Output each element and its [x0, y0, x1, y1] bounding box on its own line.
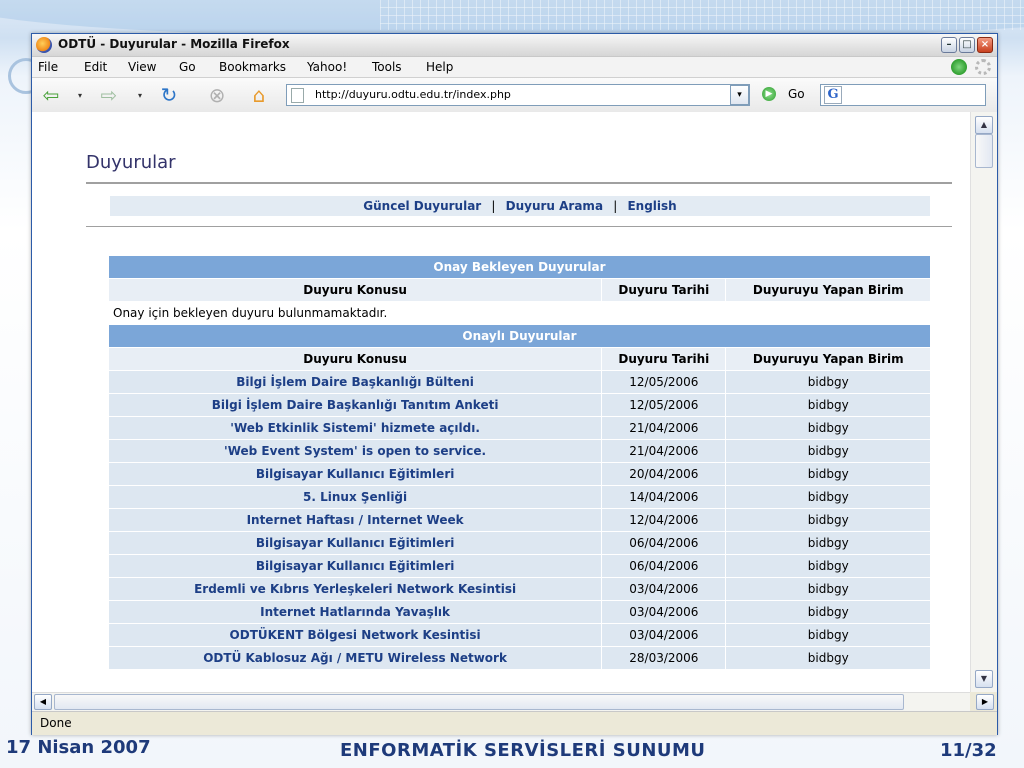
vertical-scrollbar[interactable]	[970, 112, 997, 692]
announcement-unit: bidbgy	[726, 555, 931, 578]
table-row	[109, 624, 931, 647]
announcement-topic-link[interactable]: ODTÜKENT Bölgesi Network Kesintisi	[109, 624, 602, 647]
back-dropdown-icon[interactable]: ▾	[78, 91, 83, 100]
table-row	[109, 647, 931, 670]
announcement-topic-link[interactable]: Bilgisayar Kullanıcı Eğitimleri	[109, 463, 602, 486]
scroll-thumb[interactable]	[975, 134, 993, 168]
announcement-topic-link[interactable]: ODTÜ Kablosuz Ağı / METU Wireless Network	[109, 647, 602, 670]
announcement-date: 03/04/2006	[602, 578, 726, 601]
slide-date: 17 Nisan 2007	[6, 737, 151, 758]
announcement-topic-link[interactable]: 'Web Etkinlik Sistemi' hizmete açıldı.	[109, 417, 602, 440]
announcement-date: 14/04/2006	[602, 486, 726, 509]
menu-bar	[32, 57, 997, 78]
pending-section-title: Onay Bekleyen Duyurular	[109, 256, 931, 279]
table-row	[109, 463, 931, 486]
announcement-date: 21/04/2006	[602, 417, 726, 440]
table-row	[109, 509, 931, 532]
table-row	[109, 371, 931, 394]
scroll-right-icon[interactable]: ▶	[976, 694, 994, 710]
announcement-topic-link[interactable]: Erdemli ve Kıbrıs Yerleşkeleri Network Kesintisi	[109, 578, 602, 601]
page-title: Duyurular	[86, 152, 176, 173]
announcement-date: 06/04/2006	[602, 555, 726, 578]
menu-help[interactable]: Help	[426, 60, 454, 74]
navigation-toolbar	[32, 78, 997, 113]
forward-dropdown-icon[interactable]: ▾	[138, 91, 143, 100]
column-header-date: Duyuru Tarihi	[602, 279, 726, 302]
announcement-unit: bidbgy	[726, 578, 931, 601]
announcement-topic-link[interactable]: 'Web Event System' is open to service.	[109, 440, 602, 463]
reload-icon[interactable]: ↻	[160, 83, 178, 107]
close-button[interactable]: ×	[977, 37, 993, 53]
firefox-icon	[36, 37, 52, 53]
nav-separator: |	[613, 199, 618, 213]
announcement-date: 06/04/2006	[602, 532, 726, 555]
search-box[interactable]	[820, 84, 986, 106]
slide-page-number: 11/32	[940, 740, 997, 761]
table-row	[109, 555, 931, 578]
link-current-announcements[interactable]: Güncel Duyurular	[363, 199, 482, 213]
title-bar	[32, 34, 997, 57]
page-icon	[291, 88, 304, 103]
announcement-unit: bidbgy	[726, 509, 931, 532]
announcement-unit: bidbgy	[726, 371, 931, 394]
go-button[interactable]: Go	[788, 87, 805, 101]
go-arrow-icon[interactable]: ▶	[762, 87, 776, 101]
column-header-unit: Duyuruyu Yapan Birim	[726, 279, 931, 302]
announcement-topic-link[interactable]: Bilgi İşlem Daire Başkanlığı Tanıtım Anketi	[109, 394, 602, 417]
menu-bookmarks[interactable]: Bookmarks	[219, 60, 287, 74]
link-announcement-search[interactable]: Duyuru Arama	[505, 199, 604, 213]
update-icon[interactable]	[951, 59, 967, 75]
window-title: ODTÜ - Duyurular - Mozilla Firefox	[58, 37, 290, 51]
divider	[86, 182, 952, 184]
announcement-date: 28/03/2006	[602, 647, 726, 670]
google-search-icon[interactable]: G	[824, 86, 842, 104]
table-row	[109, 532, 931, 555]
announcement-unit: bidbgy	[726, 624, 931, 647]
announcement-date: 03/04/2006	[602, 601, 726, 624]
menu-file[interactable]: File	[38, 60, 59, 74]
announcement-unit: bidbgy	[726, 486, 931, 509]
stop-icon[interactable]: ⊗	[208, 83, 226, 107]
address-bar[interactable]	[286, 84, 750, 106]
table-row	[109, 394, 931, 417]
status-bar	[32, 711, 997, 735]
announcement-unit: bidbgy	[726, 440, 931, 463]
announcement-date: 12/05/2006	[602, 371, 726, 394]
announcement-unit: bidbgy	[726, 394, 931, 417]
announcement-topic-link[interactable]: 5. Linux Şenliği	[109, 486, 602, 509]
throbber-icon	[975, 59, 991, 75]
pending-empty-message: Onay için bekleyen duyuru bulunmamaktadır.	[109, 302, 931, 325]
column-header-unit: Duyuruyu Yapan Birim	[726, 348, 931, 371]
scroll-up-icon[interactable]: ▲	[975, 116, 993, 134]
nav-separator: |	[491, 199, 496, 213]
table-row	[109, 601, 931, 624]
scroll-down-icon[interactable]: ▼	[975, 670, 993, 688]
announcement-unit: bidbgy	[726, 601, 931, 624]
forward-arrow-icon[interactable]: ⇨	[100, 83, 118, 107]
menu-view[interactable]: View	[128, 60, 157, 74]
announcement-unit: bidbgy	[726, 463, 931, 486]
column-header-date: Duyuru Tarihi	[602, 348, 726, 371]
table-row	[109, 486, 931, 509]
status-text: Done	[40, 716, 72, 730]
home-icon[interactable]: ⌂	[252, 83, 266, 107]
sub-navigation	[110, 196, 930, 216]
minimize-button[interactable]: –	[941, 37, 957, 53]
menu-yahoo[interactable]: Yahoo!	[307, 60, 348, 74]
column-header-topic: Duyuru Konusu	[109, 348, 602, 371]
announcement-date: 03/04/2006	[602, 624, 726, 647]
menu-edit[interactable]: Edit	[84, 60, 108, 74]
page-content	[32, 112, 970, 692]
horizontal-scrollbar[interactable]	[32, 692, 989, 711]
announcement-unit: bidbgy	[726, 647, 931, 670]
slide-title: ENFORMATİK SERVİSLERİ SUNUMU	[340, 740, 706, 761]
table-row	[109, 578, 931, 601]
approved-section-title: Onaylı Duyurular	[109, 325, 931, 348]
url-history-dropdown[interactable]: ▾	[730, 85, 749, 105]
scroll-left-icon[interactable]: ◀	[34, 694, 52, 710]
announcement-topic-link[interactable]: Bilgisayar Kullanıcı Eğitimleri	[109, 555, 602, 578]
announcement-unit: bidbgy	[726, 417, 931, 440]
announcement-date: 12/05/2006	[602, 394, 726, 417]
column-header-topic: Duyuru Konusu	[109, 279, 602, 302]
announcement-unit: bidbgy	[726, 532, 931, 555]
menu-go[interactable]: Go	[179, 60, 196, 74]
announcement-date: 12/04/2006	[602, 509, 726, 532]
announcement-topic-link[interactable]: Internet Haftası / Internet Week	[109, 509, 602, 532]
maximize-button[interactable]: □	[959, 37, 975, 53]
announcements-table	[109, 256, 931, 670]
menu-tools[interactable]: Tools	[372, 60, 402, 74]
divider	[86, 226, 952, 227]
announcement-topic-link[interactable]: Bilgisayar Kullanıcı Eğitimleri	[109, 532, 602, 555]
table-row	[109, 417, 931, 440]
url-text[interactable]: http://duyuru.odtu.edu.tr/index.php	[315, 88, 511, 101]
announcement-topic-link[interactable]: Internet Hatlarında Yavaşlık	[109, 601, 602, 624]
announcement-topic-link[interactable]: Bilgi İşlem Daire Başkanlığı Bülteni	[109, 371, 602, 394]
announcement-date: 21/04/2006	[602, 440, 726, 463]
firefox-window	[31, 33, 998, 735]
table-row	[109, 440, 931, 463]
back-arrow-icon[interactable]: ⇦	[42, 83, 60, 107]
link-english[interactable]: English	[627, 199, 677, 213]
horizontal-scroll-thumb[interactable]	[54, 694, 904, 710]
announcement-date: 20/04/2006	[602, 463, 726, 486]
